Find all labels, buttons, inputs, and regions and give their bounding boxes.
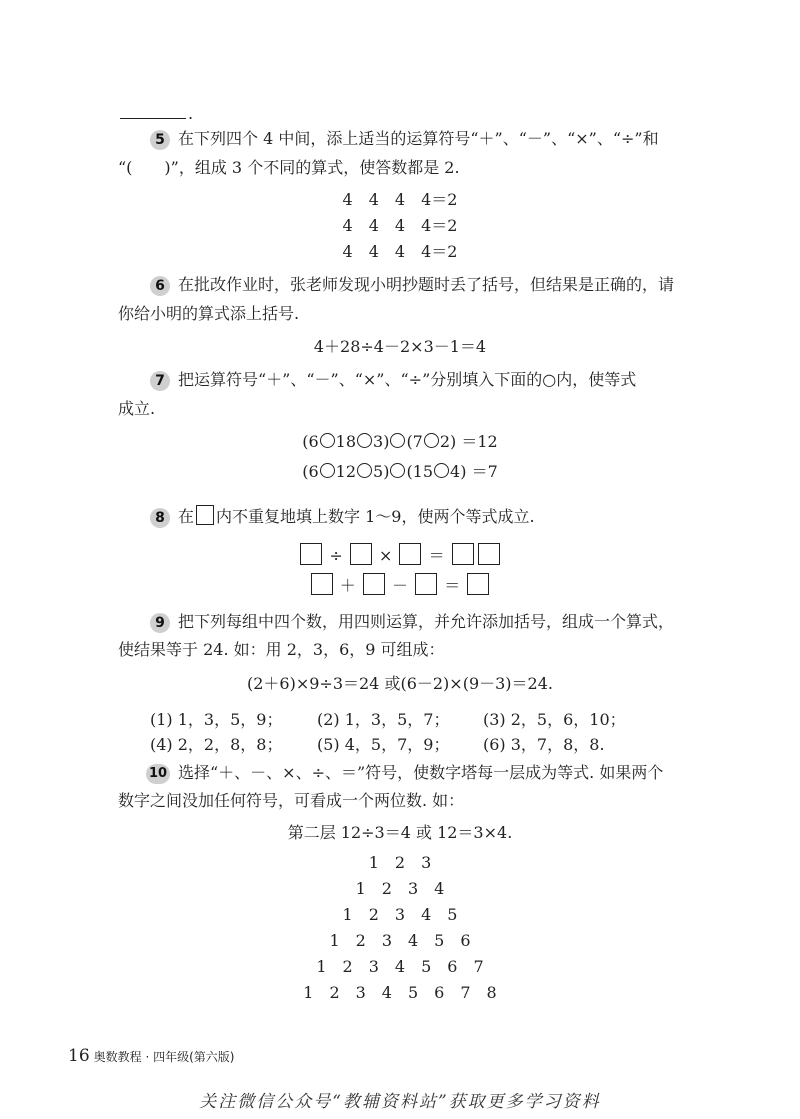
blank-box [467,573,489,595]
q5-equation-1: 4 4 4 4＝2 [342,190,458,209]
operator: ÷ [329,546,343,565]
book-title: 奥数教程 · 四年级(第六版) [93,1050,235,1064]
q7-eq1-part: 3) [373,432,390,451]
tower-row: 1 2 3 4 5 6 7 8 [303,983,497,1002]
blank-circle [357,433,372,448]
tower-row: 1 2 3 4 5 6 7 [316,957,484,976]
page-footer [68,1046,234,1066]
q9-item-6: (6) 3，7，8，8. [483,735,605,754]
blank-circle [390,463,405,478]
q7-line1 [150,369,636,391]
q7-equation-1 [0,431,800,453]
tower-row: 1 2 3 4 5 [342,905,458,924]
q5-equation-3: 4 4 4 4＝2 [342,242,458,261]
q5-line1 [150,128,659,150]
q9-text-line1: 把下列每组中四个数，用四则运算，并允许添加括号，组成一个算式， [178,612,675,631]
q7-eq2-part: (15 [406,462,434,481]
blank-circle [424,433,439,448]
q7-text-line2: 成立. [118,399,156,418]
q9-item-1: (1) 1，3，5，9； [150,710,283,729]
q8-equation-2 [0,573,800,597]
blank-box [196,505,214,525]
q9-item-5: (5) 4，5，7，9； [317,735,450,754]
q10-text-line1: 选择“＋、－、×、÷、＝”符号，使数字塔每一层成为等式. 如果两个 [178,763,664,782]
q6-line1 [150,274,674,296]
q7-eq2-part: 12 [335,462,357,481]
operator: － [391,576,408,595]
q6-text-line1: 在批改作业时，张老师发现小明抄题时丢了括号，但结果是正确的，请 [178,275,675,294]
q9-item-3: (3) 2，5，6，10； [483,710,626,729]
blank-box [311,573,333,595]
operator: ＋ [339,576,356,595]
operator: ＝ [444,576,461,595]
page-number: 16 [68,1046,90,1066]
blank-circle [357,463,372,478]
q8-text-pre: 在 [178,507,195,526]
q8-equation-1 [0,543,800,567]
q6-text-line2: 你给小明的算式添上括号. [118,304,300,323]
blank-circle [320,433,335,448]
q9-number-badge: 9 [150,613,170,633]
blank-box [300,543,322,565]
q7-eq1-part: (6 [302,432,319,451]
q10-text-line2: 数字之间没加任何符号，可看成一个两位数. 如： [118,791,465,810]
tower-row: 1 2 3 4 5 6 [329,931,471,950]
q7-eq1-part: (7 [406,432,423,451]
q6-equation: 4＋28÷4－2×3－1＝4 [313,337,487,356]
q7-eq2-part: 4) [450,462,467,481]
operator: ＝ [428,546,445,565]
q9-item-2: (2) 1，3，5，7； [317,710,450,729]
q9-line1 [150,611,674,633]
q5-equation-2: 4 4 4 4＝2 [342,216,458,235]
watermark-text: 关注微信公众号“教辅资料站”获取更多学习资料 [199,1092,601,1112]
q8-text-post: 内不重复地填上数字 1～9，使两个等式成立. [216,507,535,526]
q9-example: (2＋6)×9÷3＝24 或(6－2)×(9－3)＝24. [246,674,553,693]
q7-equation-2 [0,461,800,483]
answer-blank [120,118,186,119]
tower-row: 1 2 3 [368,853,432,872]
tower-row: 1 2 3 4 [355,879,445,898]
blank-box [452,543,474,565]
q7-eq1-part: ＝12 [461,432,498,451]
operator: × [378,546,393,565]
blank-box [415,573,437,595]
q7-eq1-part: 2) [439,432,457,451]
q5-number-badge: 5 [150,130,170,150]
q5-text-line1: 在下列四个 4 中间，添上适当的运算符号“＋”、“－”、“×”、“÷”和 [178,129,659,148]
q9-item-4: (4) 2，2，8，8； [150,735,283,754]
blank-box [399,543,421,565]
q10-number-badge: 10 [146,764,170,784]
q10-line1 [146,762,663,784]
blank-circle [434,463,449,478]
q7-eq2-part: (6 [302,462,319,481]
q5-text-line2: “( )”，组成 3 个不同的算式，使答数都是 2. [118,158,460,177]
blank-circle [320,463,335,478]
q7-number-badge: 7 [150,371,170,391]
q9-text-line2: 使结果等于 24. 如：用 2，3，6，9 可组成： [118,640,445,659]
q10-example: 第二层 12÷3＝4 或 12＝3×4. [287,823,513,842]
q7-text-line1: 把运算符号“＋”、“－”、“×”、“÷”分别填入下面的○内，使等式 [178,370,637,389]
blank-box [350,543,372,565]
period-mark: . [188,104,194,123]
q8-line1 [150,505,535,528]
blank-circle [390,433,405,448]
q7-eq2-part: ＝7 [471,462,498,481]
blank-box [363,573,385,595]
blank-box [478,543,500,565]
q8-number-badge: 8 [150,508,170,528]
q7-eq2-part: 5) [373,462,390,481]
q7-eq1-part: 18 [335,432,357,451]
q6-number-badge: 6 [150,276,170,296]
